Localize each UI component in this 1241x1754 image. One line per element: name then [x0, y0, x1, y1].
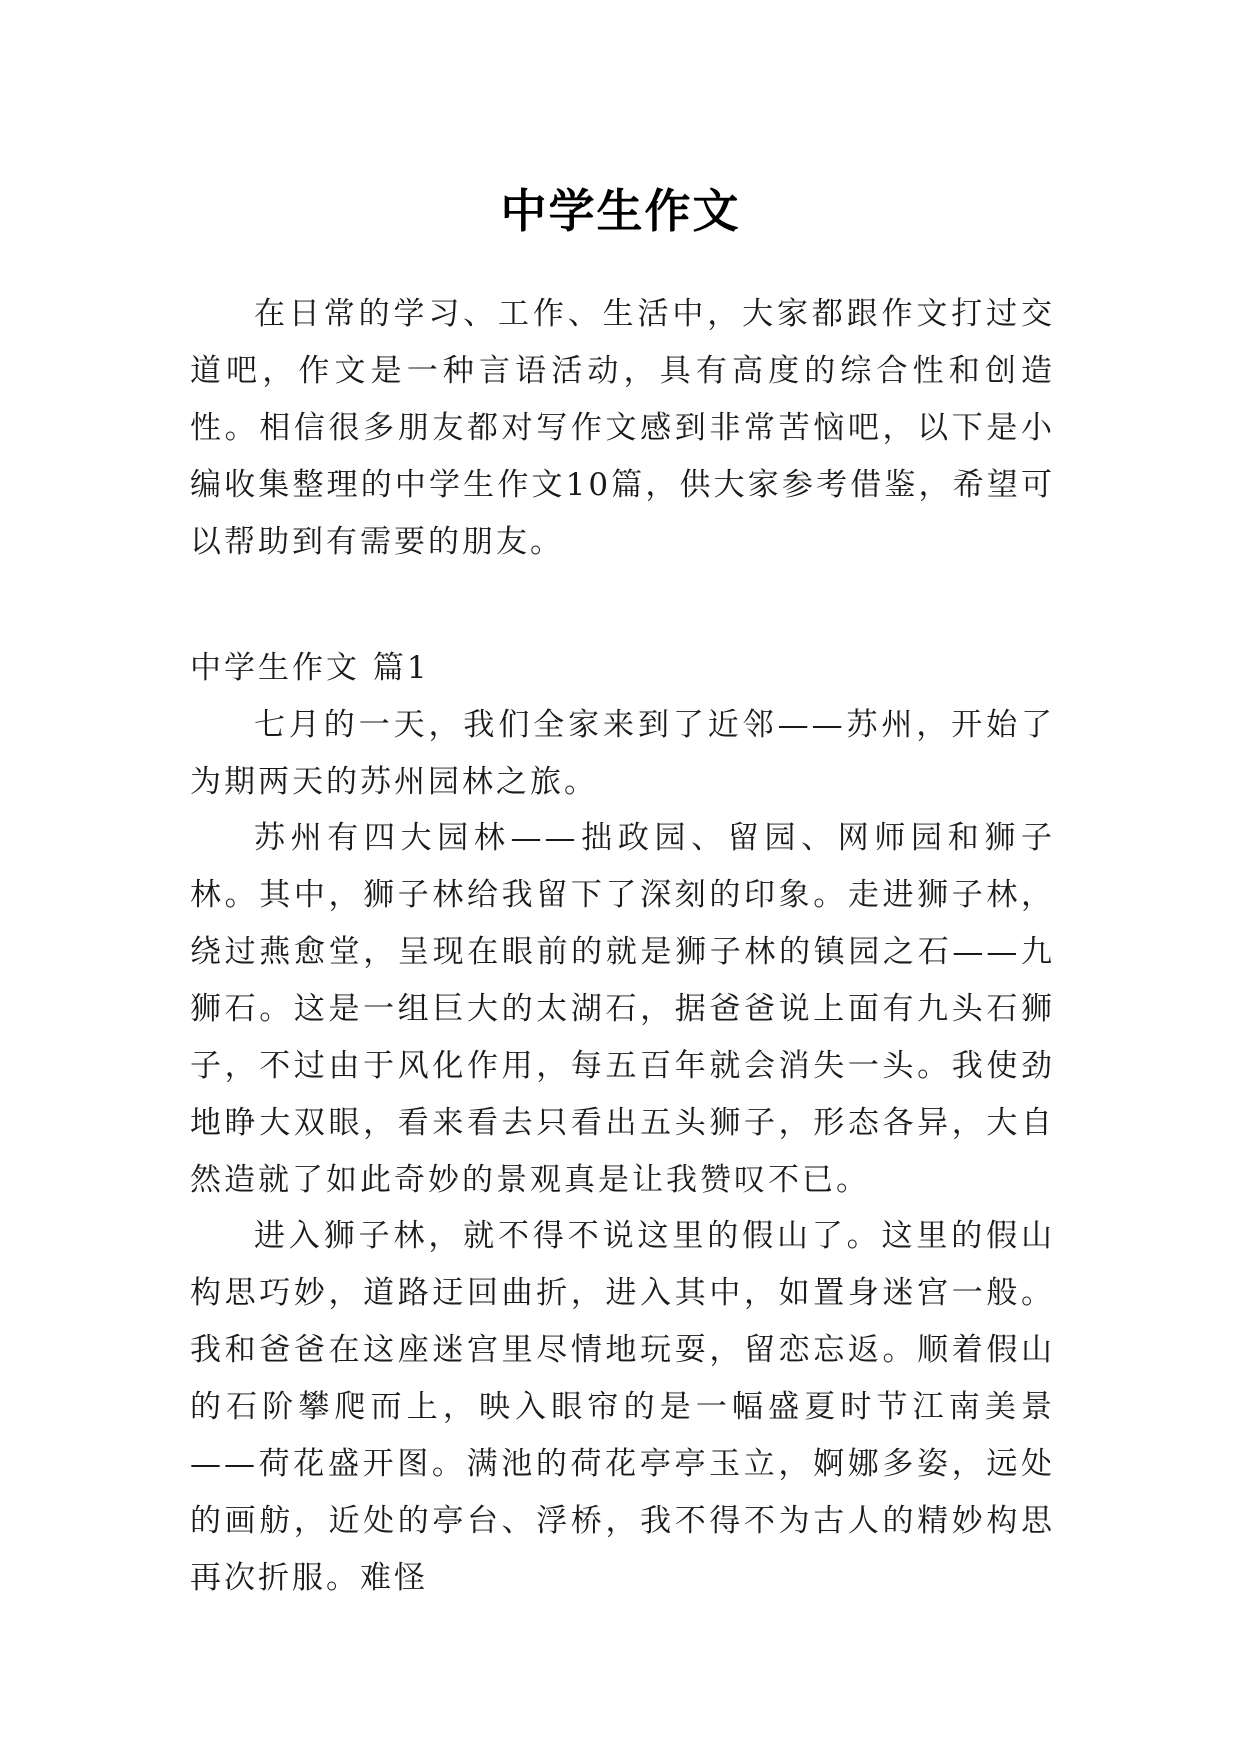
body-paragraph-2: 苏州有四大园林——拙政园、留园、网师园和狮子林。其中，狮子林给我留下了深刻的印象。走进狮子林，绕过燕愈堂，呈现在眼前的就是狮子林的镇园之石——九狮石。这是一组巨大的太湖石，据爸爸说上面有九头石狮子，不过由于风化作用，每五百年就会消失一头。我使劲地睁大双眼，看来看去只看出五头狮子，形态各异，大自然造就了如此奇妙的景观真是让我赞叹不已。	[190, 820, 1055, 1198]
intro-paragraph: 在日常的学习、工作、生活中，大家都跟作文打过交道吧，作文是一种言语活动，具有高度的综合性和创造性。相信很多朋友都对写作文感到非常苦恼吧，以下是小编收集整理的中学生作文10篇，供大家参考借鉴，希望可以帮助到有需要的朋友。	[190, 296, 1055, 560]
body-paragraph-3: 进入狮子林，就不得不说这里的假山了。这里的假山构思巧妙，道路迂回曲折，进入其中，如置身迷宫一般。我和爸爸在这座迷宫里尽情地玩耍，留恋忘返。顺着假山的石阶攀爬而上，映入眼帘的是一幅盛夏时节江南美景——荷花盛开图。满池的荷花亭亭玉立，婀娜多姿，远处的画舫，近处的亭台、浮桥，我不得不为古人的精妙构思再次折服。难怪	[190, 1218, 1055, 1596]
body-paragraph-1: 七月的一天，我们全家来到了近邻——苏州，开始了为期两天的苏州园林之旅。	[190, 707, 1055, 800]
section-heading: 中学生作文 篇1	[190, 650, 430, 686]
document-title: 中学生作文	[500, 183, 741, 238]
